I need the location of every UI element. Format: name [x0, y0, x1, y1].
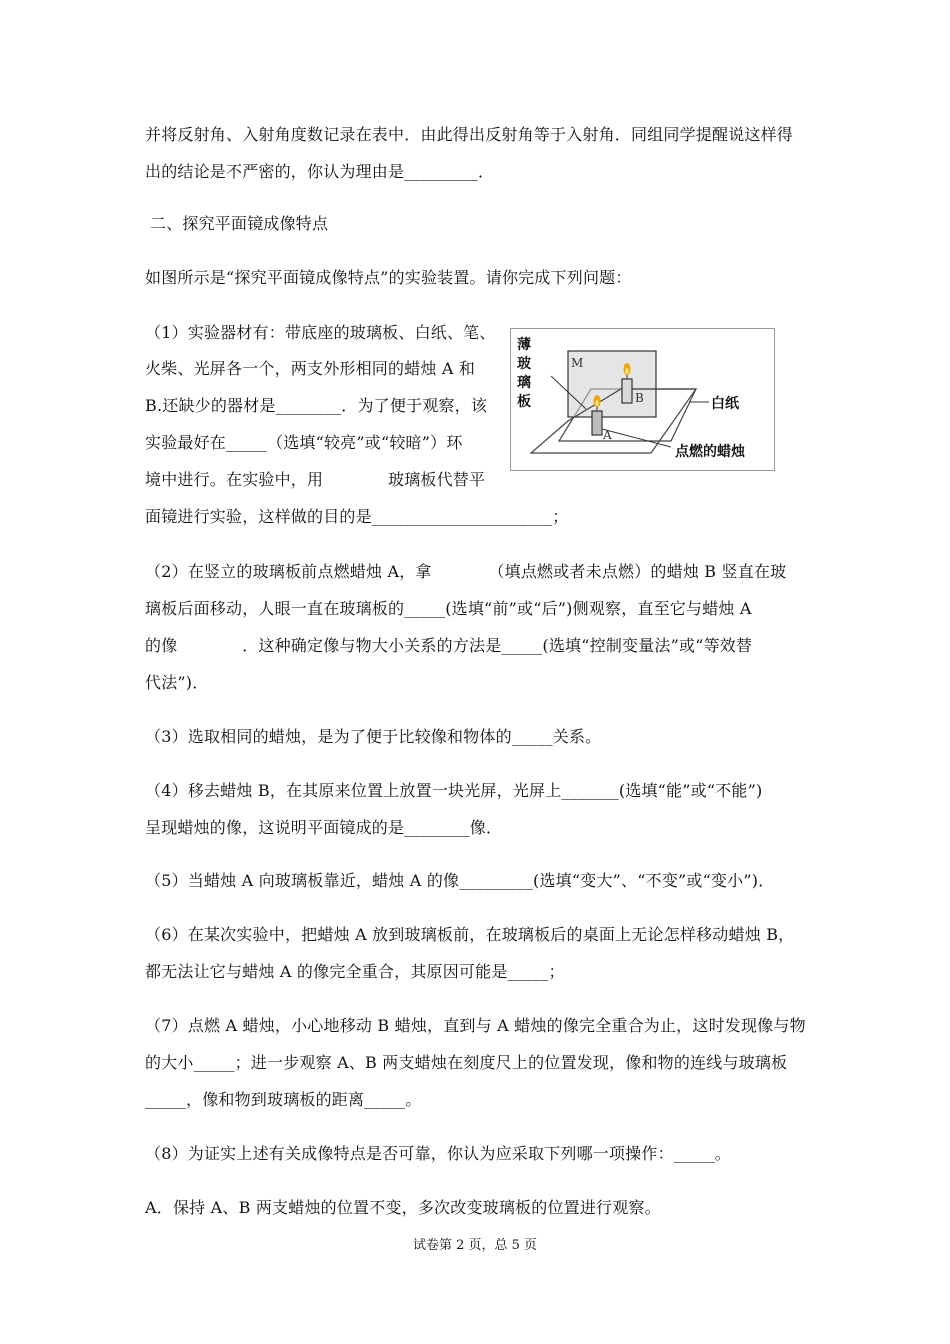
question-3-text: （3）选取相同的蜡烛，是为了便于比较像和物体的_____关系。 [145, 727, 602, 746]
glass-label-4: 板 [517, 394, 531, 410]
page-footer: 试卷第 2 页，总 5 页 [412, 1238, 538, 1253]
question-6-line: 都无法让它与蜡烛 A 的像完全重合，其原因可能是_____； [145, 962, 565, 981]
label-lit-candle: 点燃的蜡烛 [675, 444, 745, 460]
question-4-line: （4）移去蜡烛 B，在其原来位置上放置一块光屏，光屏上_______(选填“能”或“不能”) [145, 781, 763, 800]
option-a-text: A．保持 A、B 两支蜡烛的位置不变，多次改变玻璃板的位置进行观察。 [145, 1198, 661, 1217]
glass-label-2: 玻 [517, 356, 531, 372]
question-1-line: 火柴、光屏各一个，两支外形相同的蜡烛 A 和 [145, 359, 476, 378]
glass-label-1: 薄 [517, 337, 531, 353]
question-7-line: （7）点燃 A 蜡烛，小心地移动 B 蜡烛，直到与 A 蜡烛的像完全重合为止，这时发现像与物 [145, 1016, 806, 1035]
label-b: B [635, 391, 644, 405]
candle-a-shape [592, 411, 602, 435]
question-2-line: 璃板后面移动，人眼一直在玻璃板的_____(选填“前”或“后”)侧观察，直至它与蜡烛 A [145, 599, 752, 618]
paragraph-line: 出的结论是不严密的，你认为理由是_________． [145, 162, 495, 181]
question-1-line: 面镜进行实验，这样做的目的是______________________； [145, 507, 569, 526]
section-title: 二、探究平面镜成像特点 [150, 214, 329, 233]
question-1-line: 实验最好在_____（选填“较亮”或“较暗”）环 [145, 433, 463, 452]
mirror-experiment-figure [510, 328, 775, 471]
question-2-line: （2）在竖立的玻璃板前点燃蜡烛 A，拿 （填点燃或者未点燃）的蜡烛 B 竖直在玻 [145, 562, 787, 581]
question-2-line: 代法”)． [145, 673, 209, 692]
question-7-line: _____，像和物到玻璃板的距离_____。 [145, 1090, 422, 1109]
question-7-line: 的大小_____；进一步观察 A、B 两支蜡烛在刻度尺上的位置发现，像和物的连线与玻璃板 [145, 1053, 788, 1072]
question-8-text: （8）为证实上述有关成像特点是否可靠，你认为应采取下列哪一项操作：_____。 [145, 1144, 731, 1163]
question-2-line: 的像 ．这种确定像与物大小关系的方法是_____(选填“控制变量法”或“等效替 [145, 636, 753, 655]
label-m: M [571, 356, 584, 370]
label-a: A [603, 428, 612, 442]
intro-text: 如图所示是“探究平面镜成像特点”的实验装置。请你完成下列问题： [145, 268, 632, 287]
question-5-text: （5）当蜡烛 A 向玻璃板靠近，蜡烛 A 的像_________(选填“变大”、“不变”或“变小”)． [145, 871, 775, 890]
question-6-line: （6）在某次实验中，把蜡烛 A 放到玻璃板前，在玻璃板后的桌面上无论怎样移动蜡烛 B， [145, 925, 795, 944]
question-1-line: 境中进行。在实验中，用 玻璃板代替平 [145, 470, 486, 489]
question-1-line: B.还缺少的器材是________．为了便于观察，该 [145, 396, 488, 415]
label-white-paper: 白纸 [711, 396, 739, 412]
candle-b-shape [622, 379, 632, 403]
glass-label-3: 璃 [517, 375, 531, 391]
paragraph-line: 并将反射角、入射角度数记录在表中．由此得出反射角等于入射角．同组同学提醒说这样得 [145, 125, 794, 144]
question-1-line: （1）实验器材有：带底座的玻璃板、白纸、笔、 [145, 323, 496, 342]
question-4-line: 呈现蜡烛的像，这说明平面镜成的是________像． [145, 818, 503, 837]
